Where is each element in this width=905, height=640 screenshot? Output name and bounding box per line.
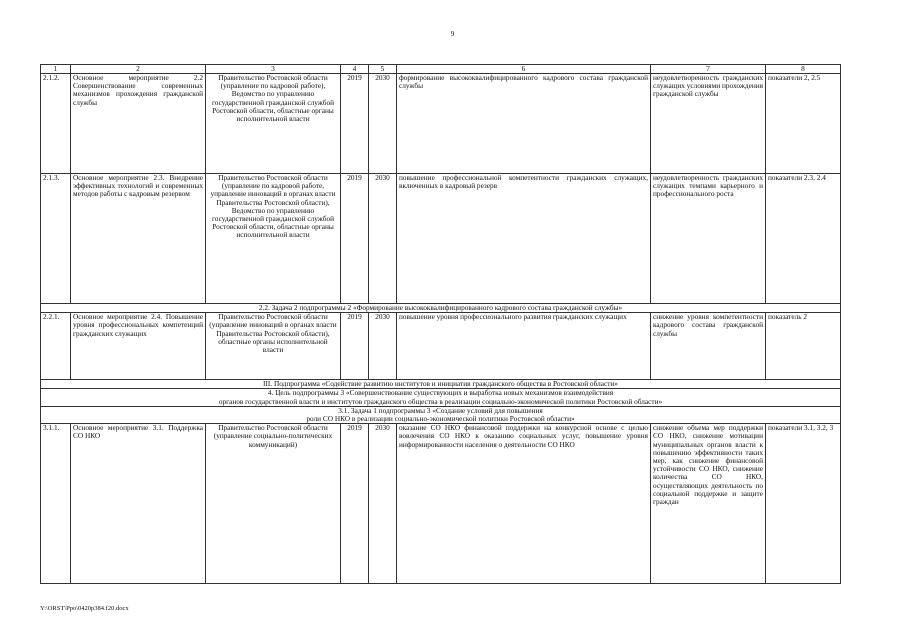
section-row	[41, 406, 841, 423]
expected-result: формирование высококвалифицированного кадрового состава гражданской службы	[397, 74, 651, 174]
header-cell: 5	[369, 65, 397, 74]
expected-result: повышение уровня профессионального развития гражданских служащих	[397, 313, 651, 380]
header-cell: 6	[397, 65, 651, 74]
header-cell: 4	[341, 65, 369, 74]
goal-line: 4. Цель подпрограммы 3 «Совершенствование существующих и выработка новых механизмов взаимодействия	[267, 388, 614, 398]
end-year: 2030	[369, 313, 397, 380]
header-cell: 7	[651, 65, 766, 74]
end-year: 2030	[369, 174, 397, 304]
page-number: 9	[450, 30, 455, 38]
table-row	[41, 424, 841, 584]
executor: Правительство Ростовской области (управление по кадровой работе, управление инноваций в органах власти Правительства Ростовской области), Ведомство по управлению государственной гражданской службой Ростовской области, областные органы исполнительной власти	[206, 174, 341, 304]
end-year: 2030	[369, 74, 397, 174]
program-activities-table	[40, 64, 841, 584]
header-cell: 3	[206, 65, 341, 74]
consequence: неудовлетворенность гражданских служащих темпами карьерного и профессионального роста	[651, 174, 766, 304]
indicators: показатели 2, 2.5	[766, 74, 841, 174]
header-row	[41, 65, 841, 74]
row-number: 3.1.1.	[41, 424, 71, 584]
section-heading	[41, 406, 841, 423]
section-heading: III. Подпрограмма «Содействие развитию институтов и инициатив гражданского общества в Ростовской области»	[41, 380, 841, 389]
section-heading	[41, 389, 841, 406]
consequence: неудовлетворенность гражданских служащих условиями прохождения гражданской службы	[651, 74, 766, 174]
executor: Правительство Ростовской области (управление инноваций в органах власти Правительства Ростовской области), областные органы исполнительной власти	[206, 313, 341, 380]
expected-result: оказание СО НКО финансовой поддержки на конкурсной основе с целью вовлечения СО НКО к оказанию социальных услуг, повышение уровня информированности населения о деятельности СО НКО	[397, 424, 651, 584]
event-name: Основное мероприятие 2.2 Совершенствование современных механизмов прохождения гражданской службы	[71, 74, 206, 174]
section-heading: 2.2. Задача 2 подпрограммы 2 «Формирование высококвалифицированного кадрового состава гражданской службы»	[41, 304, 841, 313]
indicators: показатели 2.3, 2.4	[766, 174, 841, 304]
event-name: Основное мероприятие 2.3. Внедрение эффективных технологий и современных методов работы с кадровым резервом	[71, 174, 206, 304]
section-row	[41, 304, 841, 313]
indicators: показатель 2	[766, 313, 841, 380]
task-line: 3.1. Задача 1 подпрограммы 3 «Создание условий для повышения	[338, 406, 543, 415]
section-row	[41, 380, 841, 389]
end-year: 2030	[369, 424, 397, 584]
row-number: 2.1.3.	[41, 174, 71, 304]
section-row	[41, 389, 841, 406]
executor: Правительство Ростовской области (управление социально-политических коммуникаций)	[206, 424, 341, 584]
start-year: 2019	[341, 424, 369, 584]
header-cell: 2	[71, 65, 206, 74]
table-row	[41, 174, 841, 304]
goal-line: органов государственной власти и институтов гражданского общества в реализации социально-экономической политики Ростовской области»	[218, 396, 663, 406]
row-number: 2.2.1.	[41, 313, 71, 380]
consequence: снижение уровня компетентности кадрового состава гражданской службы	[651, 313, 766, 380]
executor: Правительство Ростовской области (управление по кадровой работе), Ведомство по управлению государственной гражданской службой Ростовской области, областные органы исполнительной власти	[206, 74, 341, 174]
row-number: 2.1.2.	[41, 74, 71, 174]
table-row	[41, 74, 841, 174]
start-year: 2019	[341, 174, 369, 304]
table-row	[41, 313, 841, 380]
event-name: Основное мероприятие 2.4. Повышение уровня профессиональных компетенций гражданских служащих	[71, 313, 206, 380]
start-year: 2019	[341, 74, 369, 174]
expected-result: повышение профессиональной компетентности гражданских служащих, включенных в кадровый резерв	[397, 174, 651, 304]
event-name: Основное мероприятие 3.1. Поддержка СО НКО	[71, 424, 206, 584]
file-path-footer: Y:\ORST\Ppo\0420p384.f20.docx	[40, 605, 129, 612]
header-cell: 1	[41, 65, 71, 74]
task-line: роли СО НКО в реализации социально-экономической политики Ростовской области»	[306, 414, 575, 424]
header-cell: 8	[766, 65, 841, 74]
indicators: показатели 3.1, 3.2, 3	[766, 424, 841, 584]
start-year: 2019	[341, 313, 369, 380]
consequence: снижение объема мер поддержки СО НКО, снижение мотивации муниципальных органов власти к повышению эффективности таких мер, как снижение финансовой устойчивости СО НКО, снижение количества СО НКО, осуществляющих деятельность по социальной поддержке и защите граждан	[651, 424, 766, 584]
